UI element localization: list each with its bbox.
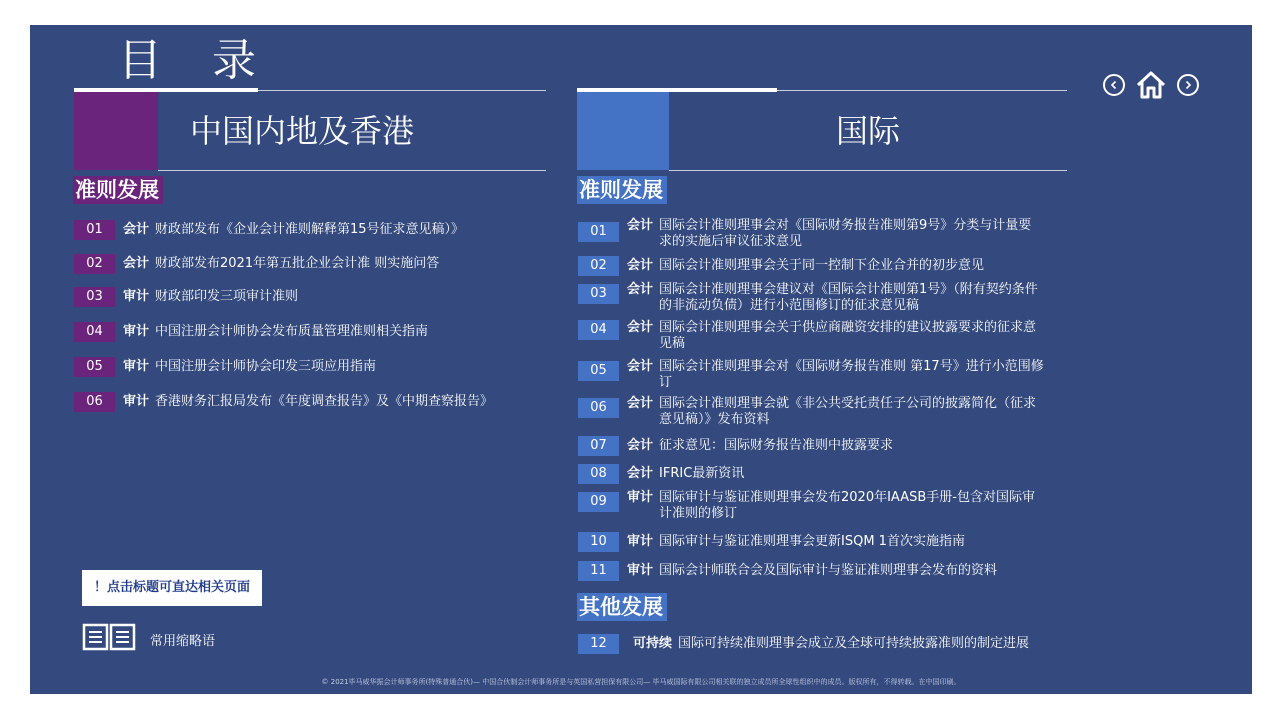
circle-chevron-right-icon[interactable] [1177,74,1199,96]
list-item[interactable]: 06 会计 国际会计准则理事会就《非公共受托责任子公司的披露简化（征求意见稿）》发布资料 [578,396,1058,428]
list-item[interactable]: 05 会计 国际会计准则理事会对《国际财务报告准则 第17号》进行小范围修订 [578,359,1058,391]
list-item[interactable]: 07 会计 征求意见：国际财务报告准则中披露要求 [578,436,1058,456]
click-title-notice: ！点击标题可直达相关页面 [82,570,262,606]
list-item[interactable]: 05 审计 中国注册会计师协会印发三项应用指南 [74,357,376,377]
list-item[interactable]: 01 会计 财政部发布《企业会计准则解释第15号征求意见稿）》 [74,220,464,240]
subsection-standards-mainland[interactable]: 准则发展 [73,176,163,204]
subsection-standards-international[interactable]: 准则发展 [577,176,667,204]
list-item[interactable]: 04 会计 国际会计准则理事会关于供应商融资安排的建议披露要求的征求意见稿 [578,320,1058,352]
list-item[interactable]: 02 会计 财政部发布2021年第五批企业会计准 则实施问答 [74,254,439,274]
section-title-mainland: 中国内地及香港 [190,112,415,150]
list-item[interactable]: 01 会计 国际会计准则理事会对《国际财务报告准则第9号》分类与计量要求的实施后审议征求意见 [578,218,1058,250]
accent-block [74,92,158,170]
accent-block [577,92,669,170]
section-header-mainland[interactable] [74,88,546,180]
list-item[interactable]: 11 审计 国际会计师联合会及国际审计与鉴证准则理事会发布的资料 [578,561,1058,581]
nav-controls [1103,69,1199,101]
footer-copyright: © 2021毕马威华振会计师事务所(特殊普通合伙)— 中国合伙制会计师事务所是与英国私营担保有限公司— 毕马威国际有限公司相关联的独立成员所全球性组织中的成员。版权所有，不得转载。在中国印刷。 [321,678,961,686]
slide [30,25,1252,694]
section-title-international: 国际 [835,112,900,150]
list-item[interactable]: 03 审计 财政部印发三项审计准则 [74,287,298,307]
section-header-international[interactable] [577,88,1067,180]
list-item[interactable]: 10 审计 国际审计与鉴证准则理事会更新ISQM 1首次实施指南 [578,532,1058,552]
list-item[interactable]: 03 会计 国际会计准则理事会建议对《国际会计准则第1号》（附有契约条件的非流动负债）进行小范围修订的征求意见稿 [578,282,1058,314]
list-item[interactable]: 02 会计 国际会计准则理事会关于同一控制下企业合并的初步意见 [578,256,1058,276]
list-item[interactable]: 09 审计 国际审计与鉴证准则理事会发布2020年IAASB手册-包含对国际审计准则的修订 [578,490,1058,522]
book-icon [82,623,136,655]
list-item[interactable]: 06 审计 香港财务汇报局发布《年度调查报告》及《中期查察报告》 [74,392,493,412]
abbreviations-label: 常用缩略语 [150,633,216,649]
list-item[interactable]: 12 可持续 国际可持续准则理事会成立及全球可持续披露准则的制定进展 [578,634,1098,654]
list-item[interactable]: 04 审计 中国注册会计师协会发布质量管理准则相关指南 [74,322,428,342]
subsection-other-developments[interactable]: 其他发展 [577,593,667,621]
home-icon[interactable] [1135,69,1167,101]
circle-chevron-left-icon[interactable] [1103,74,1125,96]
list-item[interactable]: 08 会计 IFRIC最新资讯 [578,464,1058,484]
page-title: 目 录 [118,35,274,86]
abbreviations-link[interactable] [82,623,215,655]
